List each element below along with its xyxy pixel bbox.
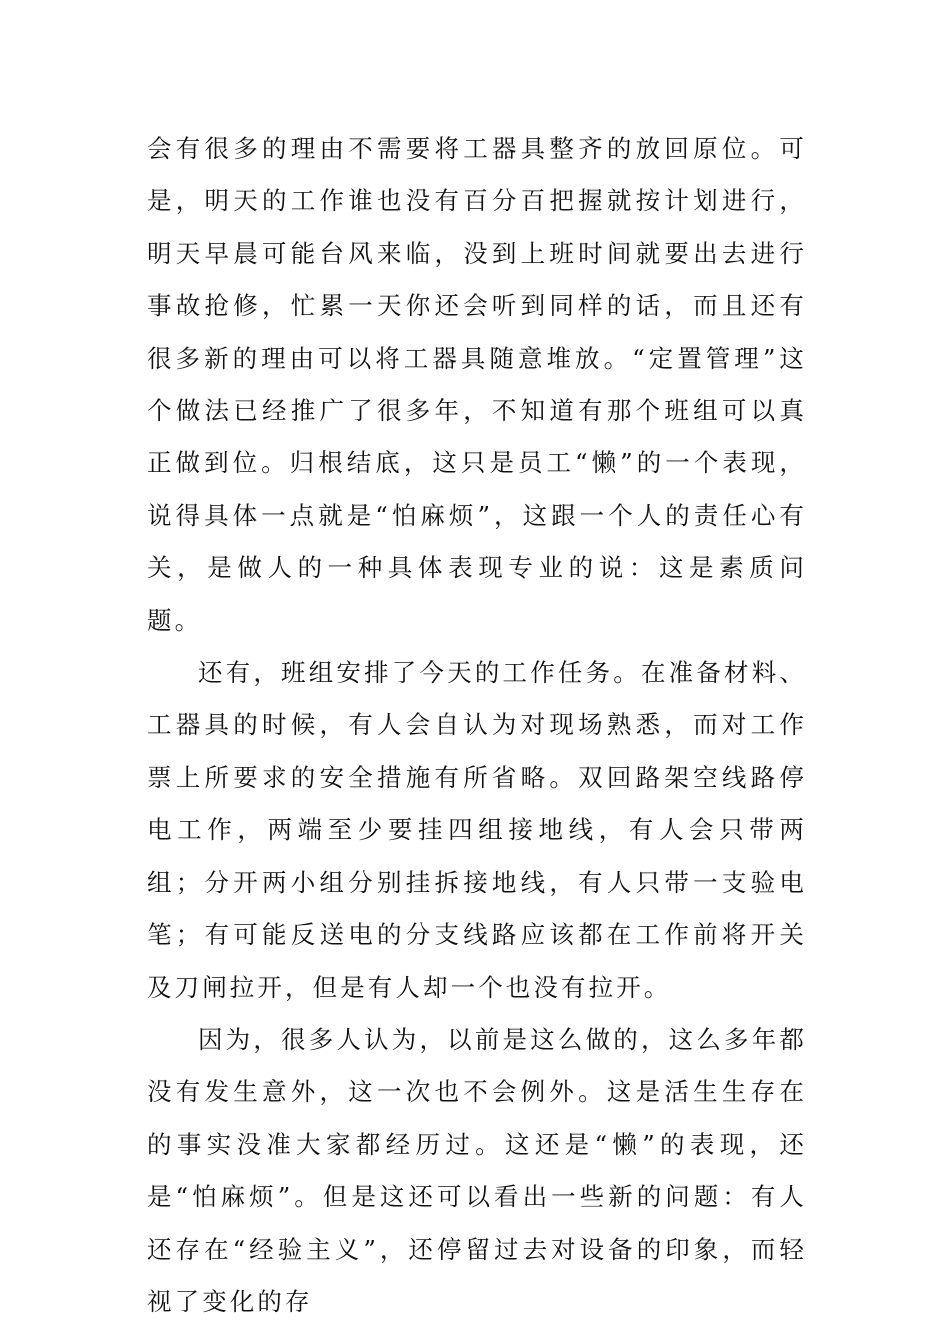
document-body — [147, 123, 807, 1328]
paragraph-2: 还有，班组安排了今天的工作任务。在准备材料、工器具的时候，有人会自认为对现场熟悉，而对工作票上所要求的安全措施有所省略。双回路架空线路停电工作，两端至少要挂四组接地线，有人会只带两组；分开两小组分别挂拆接地线，有人只带一支验电笔；有可能反送电的分支线路应该都在工作前将开关及刀闸拉开，但是有人却一个也没有拉开。 — [147, 658, 807, 1002]
paragraph-1: 会有很多的理由不需要将工器具整齐的放回原位。可是，明天的工作谁也没有百分百把握就按计划进行，明天早晨可能台风来临，没到上班时间就要出去进行事故抢修，忙累一天你还会听到同样的话，而且还有很多新的理由可以将工器具随意堆放。“定置管理”这个做法已经推广了很多年，不知道有那个班组可以真正做到位。归根结底，这只是员工“懒”的一个表现，说得具体一点就是“怕麻烦”，这跟一个人的责任心有关，是做人的一种具体表现专业的说：这是素质问题。 — [147, 134, 807, 635]
paragraph-3: 因为，很多人认为，以前是这么做的，这么多年都没有发生意外，这一次也不会例外。这是活生生存在的事实没准大家都经历过。这还是“懒”的表现，还是“怕麻烦”。但是这还可以看出一些新的问题：有人还存在“经验主义”，还停留过去对设备的印象，而轻视了变化的存 — [147, 1024, 807, 1316]
